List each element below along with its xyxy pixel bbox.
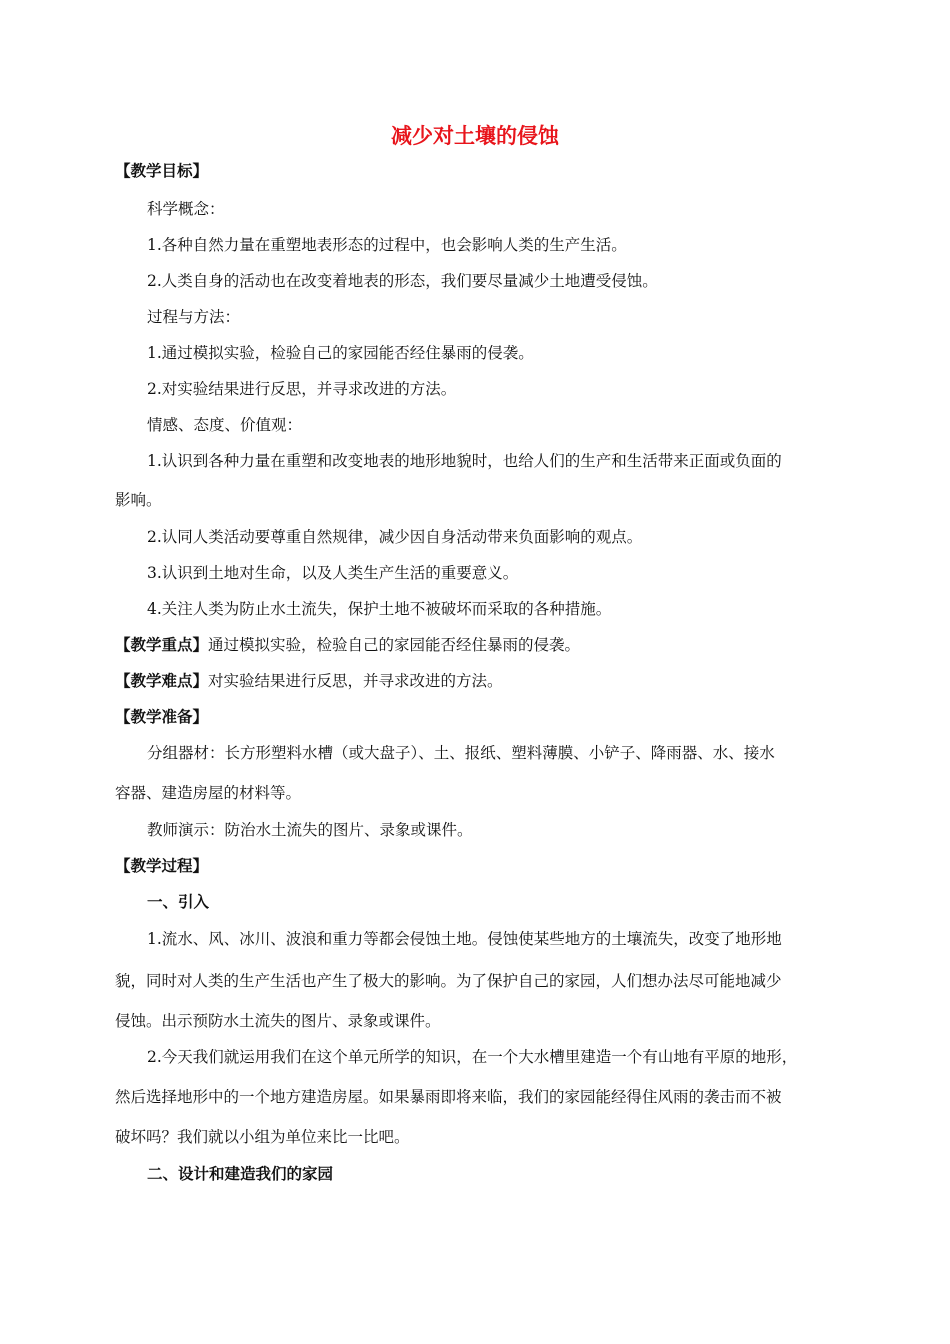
difficulty-label: 【教学难点】: [115, 672, 209, 690]
paragraph-line: 2.今天我们就运用我们在这个单元所学的知识，在一个大水槽里建造一个有山地有平原的地形，: [147, 1048, 798, 1066]
preparation-line: 容器、建造房屋的材料等。: [115, 784, 302, 802]
attitude-label: 情感、态度、价值观：: [147, 416, 303, 434]
difficulty-paragraph: [115, 670, 845, 692]
attitude-item: 2.认同人类活动要尊重自然规律，减少因自身活动带来负面影响的观点。: [147, 528, 643, 546]
paragraph-line: 侵蚀。出示预防水土流失的图片、录象或课件。: [115, 1012, 441, 1030]
paragraph-line: 破坏吗？我们就以小组为单位来比一比吧。: [115, 1128, 410, 1146]
design-heading: 二、设计和建造我们的家园: [147, 1165, 334, 1183]
intro-heading: 一、引入: [147, 893, 210, 911]
document-title: 减少对土壤的侵蚀: [391, 124, 559, 148]
attitude-item-line: 影响。: [115, 491, 162, 509]
process-item: 2.对实验结果进行反思，并寻求改进的方法。: [147, 380, 457, 398]
objectives-heading: 【教学目标】: [115, 162, 209, 180]
concept-item: 2.人类自身的活动也在改变着地表的形态，我们要尽量减少土地遭受侵蚀。: [147, 272, 658, 290]
teacher-demo: 教师演示：防治水土流失的图片、录象或课件。: [147, 821, 473, 839]
key-point-text: 通过模拟实验，检验自己的家园能否经住暴雨的侵袭。: [208, 636, 581, 654]
key-point-label: 【教学重点】: [115, 636, 209, 654]
process-item: 1.通过模拟实验，检验自己的家园能否经住暴雨的侵袭。: [147, 344, 534, 362]
concepts-label: 科学概念：: [147, 200, 225, 218]
paragraph-line: 貌，同时对人类的生产生活也产生了极大的影响。为了保护自己的家园，人们想办法尽可能地减少: [115, 972, 782, 990]
difficulty-text: 对实验结果进行反思，并寻求改进的方法。: [208, 672, 503, 690]
paragraph-line: 然后选择地形中的一个地方建造房屋。如果暴雨即将来临，我们的家园能经得住风雨的袭击而不被: [115, 1088, 782, 1106]
attitude-item: 4.关注人类为防止水土流失，保护土地不被破坏而采取的各种措施。: [147, 600, 612, 618]
preparation-heading: 【教学准备】: [115, 708, 209, 726]
key-point-paragraph: [115, 634, 845, 656]
process-heading: 【教学过程】: [115, 857, 209, 875]
process-label: 过程与方法：: [147, 308, 241, 326]
concept-item: 1.各种自然力量在重塑地表形态的过程中，也会影响人类的生产生活。: [147, 236, 627, 254]
attitude-item: 3.认识到土地对生命，以及人类生产生活的重要意义。: [147, 564, 519, 582]
paragraph-line: 1.流水、风、冰川、波浪和重力等都会侵蚀土地。侵蚀使某些地方的土壤流失，改变了地形地: [147, 930, 782, 948]
attitude-item-line: 1.认识到各种力量在重塑和改变地表的地形地貌时，也给人们的生产和生活带来正面或负面的: [147, 452, 782, 470]
preparation-line: 分组器材：长方形塑料水槽（或大盘子）、土、报纸、塑料薄膜、小铲子、降雨器、水、接水: [147, 744, 775, 762]
